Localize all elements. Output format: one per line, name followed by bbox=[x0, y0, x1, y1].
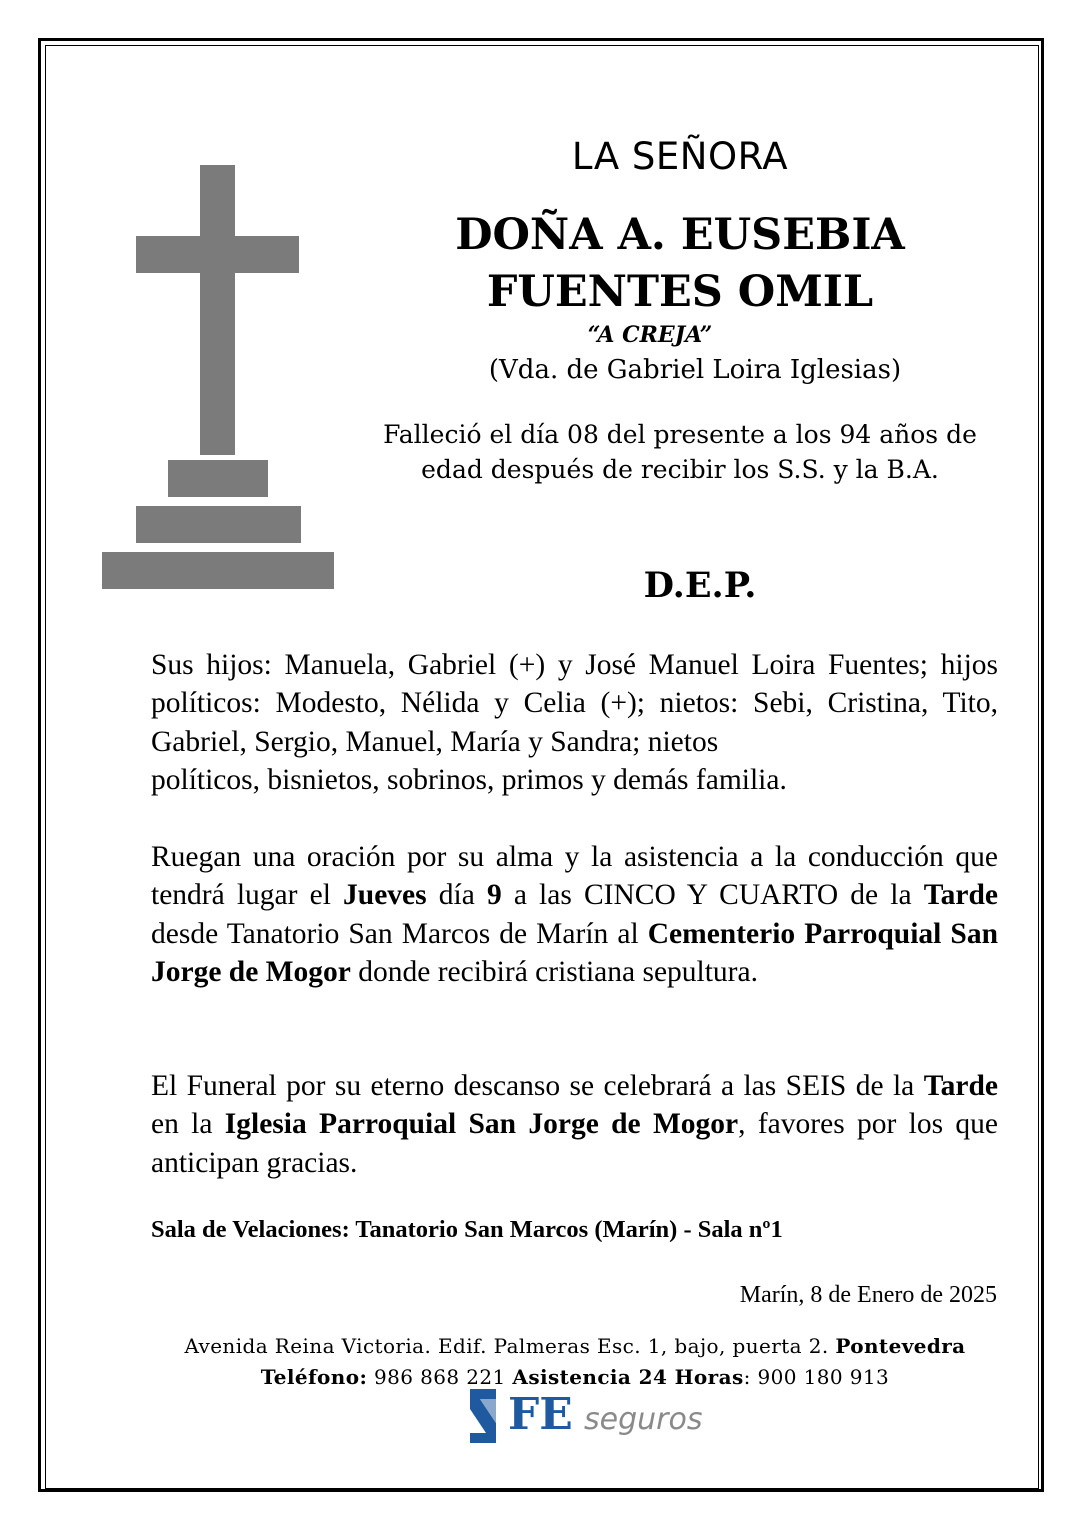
family-paragraph bbox=[151, 646, 998, 800]
cross-base-step-bottom bbox=[102, 552, 334, 589]
cross-base-step-middle bbox=[136, 506, 301, 543]
logo-brand-text: FE bbox=[508, 1389, 573, 1440]
deceased-nickname: “A CREJA” bbox=[587, 322, 713, 348]
widow-of: (Vda. de Gabriel Loira Iglesias) bbox=[488, 355, 902, 385]
address-text: Avenida Reina Victoria. Edif. Palmeras Esc. 1, bajo, puerta 2. bbox=[184, 1334, 836, 1358]
phone-number: 986 868 221 bbox=[367, 1365, 513, 1389]
family-line: Sus hijos: Manuela, Gabriel (+) y José Manuel Loira Fuentes; bbox=[151, 649, 928, 681]
death-notice-line-1: Falleció el día 08 del presente a los 94 años de bbox=[383, 420, 977, 449]
cross-vertical-bar bbox=[200, 165, 235, 455]
prayer-cemetery: Cementerio Parroquial San Jorge de Mogor bbox=[151, 917, 998, 989]
assistance-number: : 900 180 913 bbox=[743, 1365, 890, 1389]
phone-label: Teléfono: bbox=[260, 1365, 368, 1389]
prayer-paragraph bbox=[151, 838, 998, 992]
wake-room: Sala de Velaciones: Tanatorio San Marcos (Marín) - Sala nº1 bbox=[151, 1216, 783, 1243]
prayer-time-of-day: Tarde bbox=[923, 879, 998, 912]
funeral-text: , favores por los que anticipan gracias. bbox=[151, 1108, 998, 1179]
funeral-text: El Funeral por su eterno descanso se celebrará a las SEIS de la bbox=[151, 1070, 924, 1102]
prayer-text: día bbox=[426, 879, 487, 912]
heading-la-senora: LA SEÑORA bbox=[571, 135, 789, 178]
funeral-paragraph bbox=[151, 1067, 998, 1182]
assistance-label: Asistencia 24 Horas bbox=[512, 1365, 744, 1389]
prayer-day: Jueves bbox=[343, 879, 427, 912]
death-notice-line-2: edad después de recibir los S.S. y la B.A. bbox=[421, 455, 939, 484]
deceased-name-line-2: FUENTES OMIL bbox=[486, 267, 874, 317]
place-and-date: Marín, 8 de Enero de 2025 bbox=[739, 1282, 997, 1308]
prayer-text: Ruegan una oración por su alma y la asistencia a la conducción que tendrá lugar el bbox=[151, 841, 998, 912]
prayer-date: 9 bbox=[486, 879, 502, 912]
fe-seguros-logo bbox=[462, 1385, 702, 1447]
prayer-text: a las CINCO Y CUARTO de la bbox=[501, 879, 924, 912]
prayer-text: desde Tanatorio San Marcos de Marín al bbox=[151, 917, 648, 950]
dep-heading: D.E.P. bbox=[643, 565, 757, 606]
family-line: políticos, bisnietos, sobrinos, primos y demás familia. bbox=[151, 764, 787, 797]
cross-horizontal-bar bbox=[136, 236, 299, 273]
address-city: Pontevedra bbox=[835, 1334, 966, 1358]
family-line: hijos políticos: Modesto, Nélida y Celia (+); nietos: Sebi, bbox=[151, 649, 999, 720]
funeral-text: en la bbox=[151, 1108, 225, 1141]
cross-base-step-top bbox=[168, 460, 268, 497]
logo-sub-text: seguros bbox=[584, 1402, 702, 1437]
prayer-text: donde recibirá cristiana sepultura. bbox=[350, 956, 758, 989]
family-line: Cristina, Tito, Gabriel, Sergio, Manuel, María y Sandra; nietos bbox=[151, 687, 999, 758]
deceased-name-line-1: DOÑA A. EUSEBIA bbox=[455, 210, 905, 260]
funeral-time-of-day: Tarde bbox=[923, 1070, 998, 1102]
funeral-church: Iglesia Parroquial San Jorge de Mogor bbox=[224, 1108, 739, 1141]
footer-address bbox=[150, 1334, 1000, 1358]
fe-seguros-s-icon bbox=[470, 1389, 496, 1443]
